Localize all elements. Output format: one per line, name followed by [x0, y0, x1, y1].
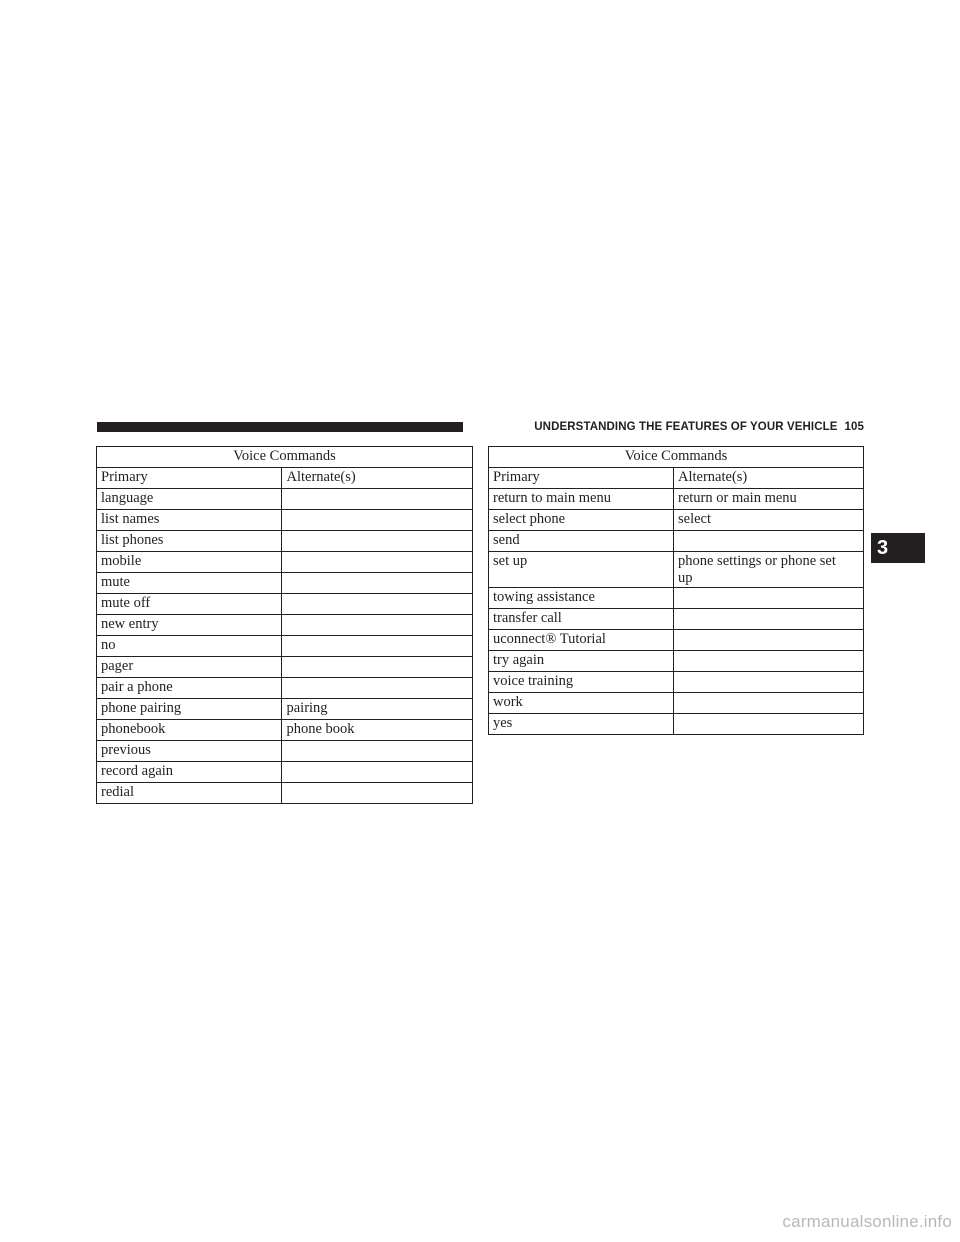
table-row [489, 630, 864, 651]
cell-primary: new entry [97, 615, 282, 636]
cell-primary: select phone [489, 510, 674, 531]
table-row [489, 651, 864, 672]
column-header-primary: Primary [489, 468, 674, 489]
voice-commands-table-left [96, 446, 473, 804]
cell-primary: try again [489, 651, 674, 672]
table-row [489, 489, 864, 510]
table-header-row [489, 468, 864, 489]
cell-alternate [674, 693, 864, 714]
cell-alternate [282, 657, 473, 678]
table-row [489, 672, 864, 693]
cell-primary: pager [97, 657, 282, 678]
table-title: Voice Commands [97, 447, 473, 468]
cell-alternate: pairing [282, 699, 473, 720]
cell-alternate [674, 714, 864, 735]
table-row [97, 531, 473, 552]
cell-alternate [674, 531, 864, 552]
cell-primary: uconnect® Tutorial [489, 630, 674, 651]
table-row [97, 762, 473, 783]
chapter-tab [871, 533, 925, 563]
table-header-row [97, 468, 473, 489]
column-header-alternate: Alternate(s) [282, 468, 473, 489]
cell-primary: send [489, 531, 674, 552]
cell-alternate [674, 651, 864, 672]
cell-primary: redial [97, 783, 282, 804]
cell-alternate [282, 615, 473, 636]
page-number: 105 [844, 421, 864, 433]
cell-primary: pair a phone [97, 678, 282, 699]
cell-primary: previous [97, 741, 282, 762]
cell-primary: work [489, 693, 674, 714]
table-row [489, 510, 864, 531]
cell-alternate: phone book [282, 720, 473, 741]
cell-alternate [282, 636, 473, 657]
table-row [97, 720, 473, 741]
cell-primary: phone pairing [97, 699, 282, 720]
cell-alternate [282, 783, 473, 804]
table-row [489, 609, 864, 630]
section-title: UNDERSTANDING THE FEATURES OF YOUR VEHICLE [534, 421, 838, 433]
table-row [97, 783, 473, 804]
cell-alternate [674, 630, 864, 651]
table-title-row [97, 447, 473, 468]
table-title: Voice Commands [489, 447, 864, 468]
cell-alternate [282, 741, 473, 762]
cell-primary: list names [97, 510, 282, 531]
voice-commands-table-right [488, 446, 864, 735]
column-header-primary: Primary [97, 468, 282, 489]
table-row [97, 573, 473, 594]
cell-alternate: return or main menu [674, 489, 864, 510]
cell-alternate [282, 573, 473, 594]
table-row [489, 714, 864, 735]
table-row [97, 699, 473, 720]
cell-primary: mute [97, 573, 282, 594]
table-row [97, 678, 473, 699]
cell-alternate [674, 609, 864, 630]
header-rule-bar [97, 422, 463, 432]
table-row [97, 615, 473, 636]
chapter-number: 3 [877, 536, 889, 559]
table-row [489, 552, 864, 588]
cell-primary: language [97, 489, 282, 510]
cell-alternate: phone settings or phone set up [674, 552, 864, 588]
cell-primary: no [97, 636, 282, 657]
table-title-row [489, 447, 864, 468]
table-row [97, 636, 473, 657]
watermark: carmanualsonline.info [782, 1212, 952, 1231]
cell-primary: return to main menu [489, 489, 674, 510]
cell-alternate [282, 531, 473, 552]
cell-alternate [674, 588, 864, 609]
cell-alternate [282, 489, 473, 510]
column-header-alternate: Alternate(s) [674, 468, 864, 489]
cell-primary: list phones [97, 531, 282, 552]
cell-alternate [282, 678, 473, 699]
cell-alternate [282, 552, 473, 573]
table-body [97, 489, 473, 804]
cell-alternate [674, 672, 864, 693]
table-row [97, 594, 473, 615]
table-row [489, 693, 864, 714]
table-row [97, 489, 473, 510]
cell-primary: mobile [97, 552, 282, 573]
cell-alternate [282, 762, 473, 783]
table-row [489, 588, 864, 609]
cell-alternate: select [674, 510, 864, 531]
table-row [97, 510, 473, 531]
table-row [97, 741, 473, 762]
cell-primary: yes [489, 714, 674, 735]
cell-primary: set up [489, 552, 674, 588]
cell-primary: mute off [97, 594, 282, 615]
table-body [489, 489, 864, 735]
table-row [489, 531, 864, 552]
cell-primary: record again [97, 762, 282, 783]
table-row [97, 657, 473, 678]
cell-alternate [282, 510, 473, 531]
cell-primary: transfer call [489, 609, 674, 630]
cell-alternate [282, 594, 473, 615]
table-row [97, 552, 473, 573]
cell-primary: voice training [489, 672, 674, 693]
cell-primary: towing assistance [489, 588, 674, 609]
cell-primary: phonebook [97, 720, 282, 741]
running-header [478, 419, 864, 435]
